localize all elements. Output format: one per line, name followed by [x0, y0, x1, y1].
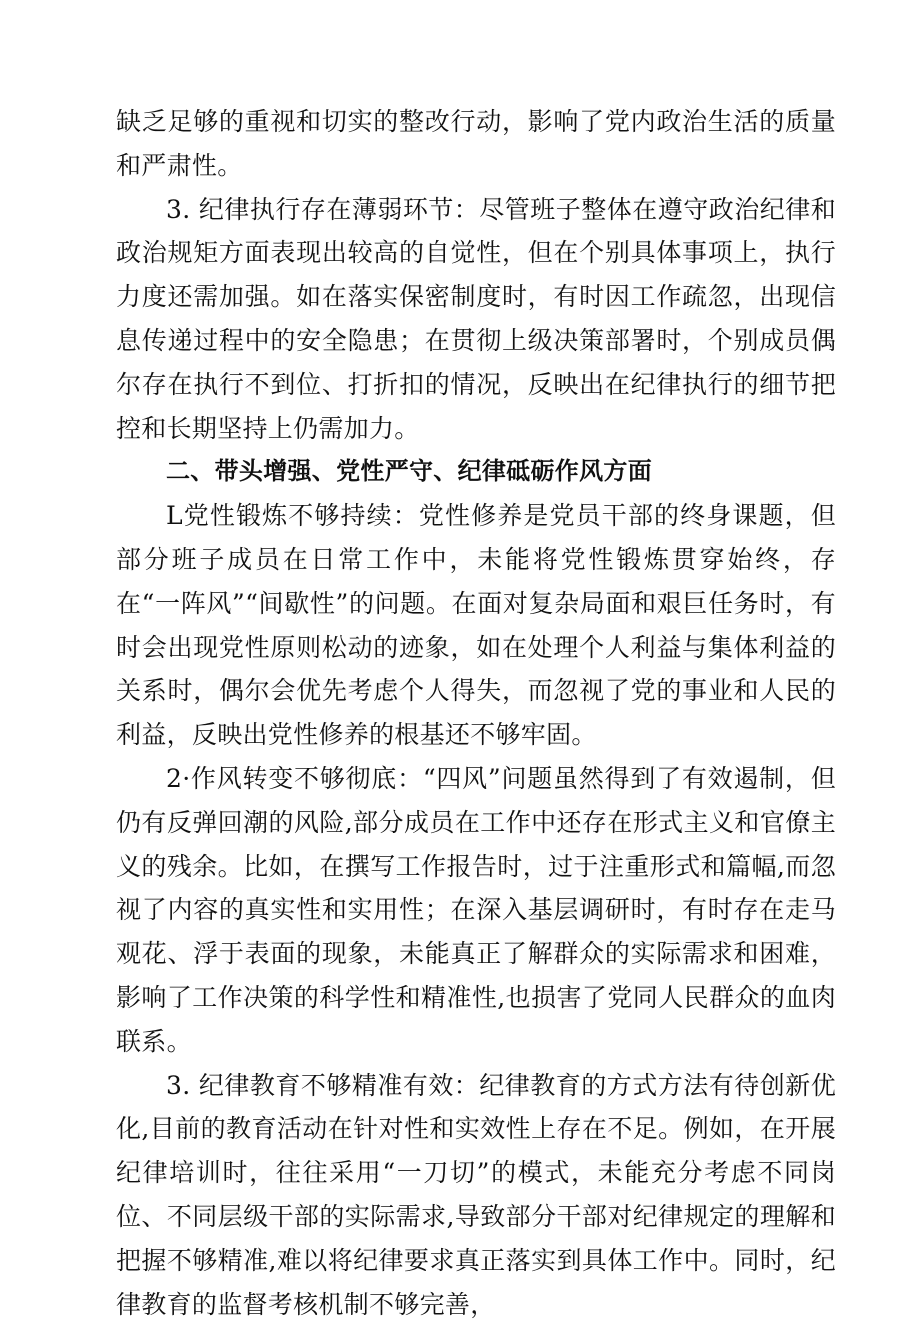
paragraph-party-spirit: L党性锻炼不够持续：党性修养是党员干部的终身课题，但部分班子成员在日常工作中，未能将党性锻炼贯穿始终，存在“一阵风”“间歇性”的问题。在面对复杂局面和艰巨任务时，有时会出现党性原则松动的迹象，如在处理个人利益与集体利益的关系时，偶尔会优先考虑个人得失，而忽视了党的事业和人民的利益，反映出党性修养的根基还不够牢固。 — [116, 501, 836, 750]
paragraph-work-style: 2·作风转变不够彻底：“四风”问题虽然得到了有效遏制，但仍有反弹回潮的风险,部分成员在工作中还存在形式主义和官僚主义的残余。比如，在撰写工作报告时，过于注重形式和篇幅,而忽视了内容的真实性和实用性；在深入基层调研时，有时存在走马观花、浮于表面的现象，未能真正了解群众的实际需求和困难，影响了工作决策的科学性和精准性,也损害了党同人民群众的血肉联系。 — [116, 763, 836, 1056]
paragraph-continuation: 缺乏足够的重视和切实的整改行动，影响了党内政治生活的质量和严肃性。 — [116, 107, 836, 180]
document-page — [116, 100, 836, 1326]
section-heading-two: 二、带头增强、党性严守、纪律砥砺作风方面 — [166, 457, 652, 486]
paragraph-discipline-execution: 3. 纪律执行存在薄弱环节：尽管班子整体在遵守政治纪律和政治规矩方面表现出较高的自觉性，但在个别具体事项上，执行力度还需加强。如在落实保密制度时，有时因工作疏忽，出现信息传递过程中的安全隐患；在贯彻上级决策部署时，个别成员偶尔存在执行不到位、打折扣的情况，反映出在纪律执行的细节把控和长期坚持上仍需加力。 — [116, 194, 836, 443]
paragraph-discipline-education: 3. 纪律教育不够精准有效：纪律教育的方式方法有待创新优化,目前的教育活动在针对性和实效性上存在不足。例如，在开展纪律培训时，往往采用“一刀切”的模式，未能充分考虑不同岗位、不同层级干部的实际需求,导致部分干部对纪律规定的理解和把握不够精准,难以将纪律要求真正落实到具体工作中。同时，纪律教育的监督考核机制不够完善， — [116, 1070, 836, 1319]
